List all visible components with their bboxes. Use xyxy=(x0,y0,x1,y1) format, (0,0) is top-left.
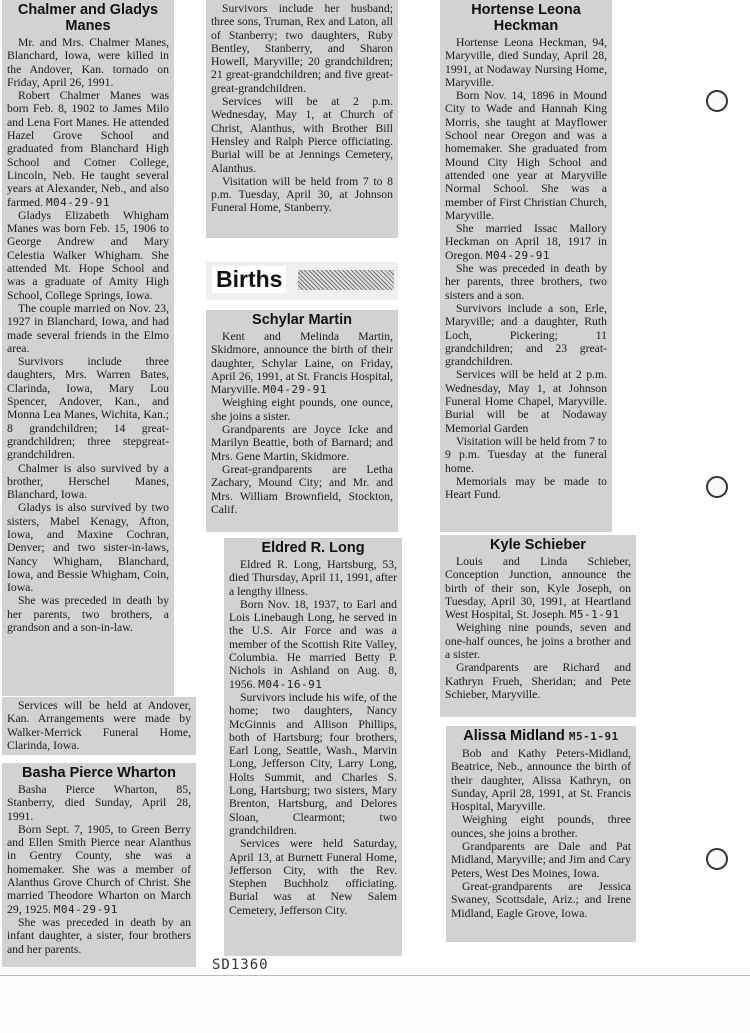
paragraph: She was preceded in death by her parents, three brothers, two sisters and a son. xyxy=(445,262,607,302)
obituary-title: Chalmer and Gladys Manes xyxy=(17,2,159,34)
handwritten-date-note: M5-1-91 xyxy=(568,730,619,743)
birth-announcement-midland xyxy=(446,726,636,942)
paragraph: Survivors include her husband; three sons, Truman, Rex and Laton, all of Stanberry; two daughters, Ruby Bentley, Stanberry, and Sharon Howell, Maryville; 20 grandchildren; 21 great-grandchildren; and five great-great-grandchildren. xyxy=(211,2,393,95)
paragraph: Hortense Leona Heckman, 94, Maryville, died Sunday, April 28, 1991, at Nodaway Nursing Home, Maryville. xyxy=(445,36,607,89)
binder-hole-top xyxy=(706,90,728,112)
paragraph: Grandparents are Dale and Pat Midland, Maryville; and Jim and Cary Peters, West Des Moines, Iowa. xyxy=(451,840,631,880)
paragraph: Louis and Linda Schieber, Conception Junction, announce the birth of their son, Kyle Joseph, on Tuesday, April 30, 1991, at Heartland West Hospital, St. Joseph. M5-1-91 xyxy=(445,555,631,622)
obituary-title: Eldred R. Long xyxy=(261,540,365,556)
paragraph: Services will be at 2 p.m. Wednesday, May 1, at Church of Christ, Alanthus, with Brother Bill Hensley and Ralph Pierce officiating. Burial will be at Jennings Cemetery, Alanthus. xyxy=(211,95,393,175)
page-bottom-edge xyxy=(0,975,750,976)
paragraph: Survivors include a son, Erle, Maryville; and a daughter, Ruth Loch, Pickering; 11 grandchildren; and 23 great-grandchildren. xyxy=(445,301,607,369)
paragraph: Weighing eight pounds, three ounces, she joins a brother. xyxy=(451,813,631,840)
paragraph: Mr. and Mrs. Chalmer Manes, Blanchard, Iowa, were killed in the Andover, Kan. tornado on Friday, April 26, 1991. xyxy=(7,36,169,89)
announcement-title: Schylar Martin xyxy=(252,312,352,328)
paragraph: She married Issac Mallory Heckman on April 18, 1917 in Oregon. M04-29-91 xyxy=(445,222,607,262)
obituary-clipping-long xyxy=(224,538,402,956)
paragraph: Services will be held at Andover, Kan. Arrangements were made by Walker-Merrick Funeral Home, Clarinda, Iowa. xyxy=(7,699,191,752)
paragraph: The couple married on Nov. 23, 1927 in Blanchard, Iowa, and had made several friends in the Elmo area. xyxy=(7,301,169,355)
paragraph: Great-grandparents are Jessica Swaney, Scottsdale, Ariz.; and Irene Midland, Eagle Grove, Iowa. xyxy=(451,879,631,920)
birth-announcement-schieber xyxy=(440,535,636,717)
obituary-title: Hortense Leona Heckman xyxy=(471,2,581,34)
paragraph: Weighing eight pounds, one ounce, she joins a sister. xyxy=(211,396,393,423)
handwritten-date-note: M04-29-91 xyxy=(45,195,111,209)
obituary-clipping-wharton-continued xyxy=(206,0,398,238)
paragraph: Chalmer is also survived by a brother, Herschel Manes, Blanchard, Iowa. xyxy=(7,461,169,502)
paragraph: Survivors include three daughters, Mrs. Warren Bates, Clarinda, Iowa, Mary Lou Spencer, Andover, Kan., and Monna Lea Manes, Wichita, Kan.; 8 grandchildren; 14 great-grandchildren; three stepgreat-grandchildren. xyxy=(7,355,169,462)
paragraph: She was preceded in death by her parents, two brothers, a grandson and a son-in-law. xyxy=(7,594,169,635)
handwritten-date-note: M04-29-91 xyxy=(53,902,118,916)
paragraph: Services will be held at 2 p.m. Wednesday, May 1, at Johnson Funeral Home Chapel, Maryville. Burial will be at Nodaway Memorial Garden xyxy=(445,368,607,435)
paragraph: Basha Pierce Wharton, 85, Stanberry, died Sunday, April 28, 1991. xyxy=(7,783,191,823)
obituary-title: Basha Pierce Wharton xyxy=(22,765,176,781)
paragraph: Robert Chalmer Manes was born Feb. 8, 1902 to James Milo and Lena Fort Manes. He attended Hazel Grove School and graduated from Blanchard High School and Cotner College, Lincoln, Neb. He taught several years at Alexander, Neb., and also farmed. M04-29-91 xyxy=(7,89,169,209)
paragraph: Weighing nine pounds, seven and one-half ounces, he joins a brother and a sister. xyxy=(445,621,631,662)
obituary-clipping-wharton xyxy=(2,763,196,967)
header-stripe-pattern xyxy=(298,270,394,290)
handwritten-date-note: M04-16-91 xyxy=(258,677,323,691)
paragraph: She was preceded in death by an infant daughter, a sister, four brothers and her parents. xyxy=(7,915,191,956)
section-heading: Births xyxy=(212,266,286,293)
paragraph: Visitation will be held from 7 to 9 p.m. Tuesday at the funeral home. xyxy=(445,434,607,475)
paragraph: Born Nov. 14, 1896 in Mound City to Wade and Hannah King Morris, she taught at Mayflower School near Oregon and was a homemaker. She graduated from Mound City High School and attended one year at Maryville Normal School. She was a member of First Christian Church, Maryville. xyxy=(445,89,607,222)
paragraph: Grandparents are Joyce Icke and Marilyn Beattie, both of Barnard; and Mrs. Gene Martin, Skidmore. xyxy=(211,423,393,463)
paragraph: Eldred R. Long, Hartsburg, 53, died Thursday, April 11, 1991, after a lengthy illness. xyxy=(229,558,397,598)
binder-hole-bottom xyxy=(706,848,728,870)
handwritten-date-note: M04-29-91 xyxy=(262,383,328,397)
paragraph: Memorials may be made to Heart Fund. xyxy=(445,474,607,502)
announcement-title: Kyle Schieber xyxy=(490,537,586,553)
handwritten-catalog-number: SD1360 xyxy=(212,957,269,973)
paragraph: Visitation will be held from 7 to 8 p.m. Tuesday, April 30, at Johnson Funeral Home, Stanberry. xyxy=(211,174,393,215)
paragraph: Kent and Melinda Martin, Skidmore, announce the birth of their daughter, Schylar Laine, on Friday, April 26, 1991, at St. Francis Hospital, Maryville. M04-29-91 xyxy=(211,330,393,397)
handwritten-date-note: M5-1-91 xyxy=(569,608,620,622)
obituary-clipping-manes-continued xyxy=(2,697,196,755)
birth-announcement-martin xyxy=(206,310,398,532)
binder-hole-middle xyxy=(706,476,728,498)
paragraph: Born Sept. 7, 1905, to Green Berry and Ellen Smith Pierce near Alanthus in Gentry County, she was a homemaker. She was a member of Alanthus Grove Church of Christ. She married Theodore Wharton on March 29, 1925. M04-29-91 xyxy=(7,822,191,916)
births-section-header xyxy=(206,262,398,300)
paragraph: Grandparents are Richard and Kathryn Frueh, Sheridan; and Pete Schieber, Maryville. xyxy=(445,661,631,701)
handwritten-date-note: M04-29-91 xyxy=(485,248,551,262)
paragraph: Gladys is also survived by two sisters, Mabel Kenagy, Afton, Iowa, and Maxine Cochran, Denver; and two sister-in-laws, Nancy Whigham, Blanchard, Iowa, and Bessie Whigham, Coin, Iowa. xyxy=(7,501,169,595)
announcement-title: Alissa Midland M5-1-91 xyxy=(463,728,619,744)
obituary-clipping-heckman xyxy=(440,0,612,532)
paragraph: Survivors include his wife, of the home; two daughters, Nancy McGinnis and Allison Phillips, both of Hartsburg; four brothers, Earl Long, Seattle, Wash., Marvin Long, Jefferson City, Larry Long, Holts Summit, and Charles S. Long, Hartsburg; two sisters, Mary Brenton, Hartsburg, and Delores Sloan, Clearmont; two grandchildren. xyxy=(229,690,397,837)
paragraph: Great-grandparents are Letha Zachary, Mound City; and Mr. and Mrs. William Brownfield, Stockton, Calif. xyxy=(211,462,393,516)
paragraph: Gladys Elizabeth Whigham Manes was born Feb. 15, 1906 to George Andrew and Mary Celestia Walker Whigham. She attended Mt. Hope School and was a graduate of Amity High School, College Springs, Iowa. xyxy=(7,208,169,302)
obituary-clipping-manes xyxy=(2,0,174,696)
paragraph: Services were held Saturday, April 13, at Burnett Funeral Home, Jefferson City, with the Rev. Stephen Buchholz officiating. Burial was at New Salem Cemetery, Jefferson City. xyxy=(229,837,397,917)
paragraph: Born Nov. 18, 1937, to Earl and Lois Linebaugh Long, he served in the U.S. Air Force and was a member of the Scottish Rite Valley, Columbia. He married Betty P. Nichols in Ashland on Aug. 8, 1956. M04-16-91 xyxy=(229,597,397,691)
paragraph: Bob and Kathy Peters-Midland, Beatrice, Neb., announce the birth of their daughter, Alissa Kathryn, on Sunday, April 28, 1991, at St. Francis Hospital, Maryville. xyxy=(451,747,631,814)
